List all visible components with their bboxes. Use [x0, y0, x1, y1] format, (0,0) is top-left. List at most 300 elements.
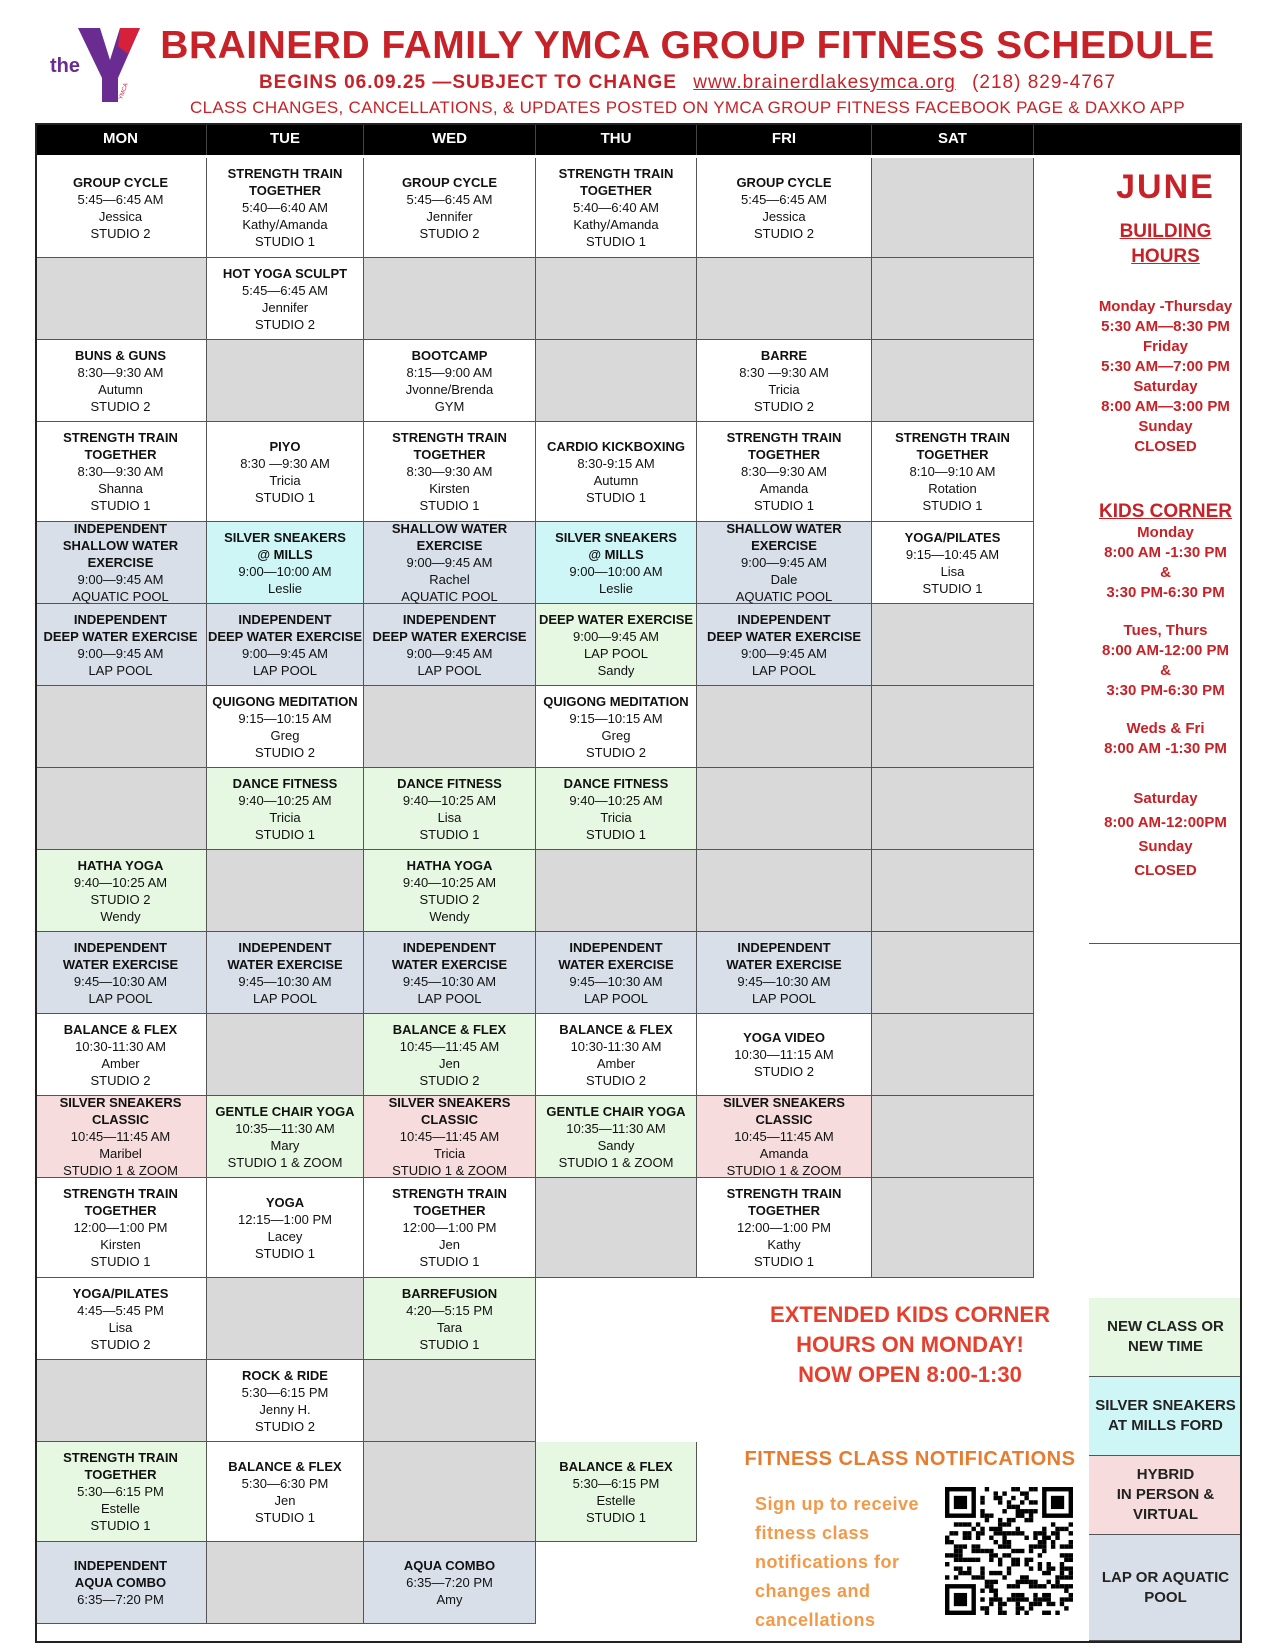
empty-cell [207, 1014, 364, 1096]
class-name: DEEP WATER EXERCISE [706, 628, 862, 644]
class-detail: STUDIO 1 [419, 1254, 480, 1269]
class-detail: 9:40—10:25 AM [569, 792, 663, 808]
empty-cell [536, 1178, 697, 1278]
class-cell [536, 686, 697, 768]
empty-cell [207, 1278, 364, 1360]
class-detail: STUDIO 1 [419, 498, 480, 513]
class-name: INDEPENDENT [569, 939, 663, 955]
kids-hours-line: Monday [1137, 524, 1194, 541]
class-detail: STUDIO 2 [586, 1072, 646, 1088]
class-detail: GYM [434, 398, 465, 414]
hours-line: Saturday [1133, 378, 1198, 395]
hours-sidebar [1089, 158, 1242, 944]
month-label: JUNE [1116, 168, 1215, 206]
class-detail: AQUATIC POOL [401, 589, 498, 604]
class-name: DANCE FITNESS [563, 775, 669, 791]
class-detail: Jenny H. [259, 1401, 311, 1417]
class-name: ROCK & RIDE [242, 1367, 328, 1383]
class-detail: 8:30-9:15 AM [577, 455, 655, 471]
legend-item [1089, 1298, 1242, 1377]
class-detail: LAP POOL [417, 990, 482, 1006]
class-cell [364, 932, 536, 1014]
class-detail: 5:30—6:15 PM [77, 1484, 164, 1499]
class-detail: Tricia [269, 809, 301, 825]
class-name: TOGETHER [748, 447, 820, 462]
class-detail: Amanda [759, 1146, 809, 1161]
class-detail: 9:45—10:30 AM [737, 973, 831, 989]
class-detail: Estelle [596, 1492, 636, 1508]
class-cell [364, 1178, 536, 1278]
class-name: BOOTCAMP [411, 347, 488, 363]
hours-line: Friday [1142, 338, 1188, 355]
class-detail: STUDIO 1 [419, 826, 480, 842]
class-detail: 5:40—6:40 AM [573, 200, 659, 215]
class-detail: STUDIO 2 [419, 891, 480, 907]
class-cell [35, 1442, 207, 1542]
class-detail: 10:35—11:30 AM [235, 1120, 335, 1136]
class-detail: 12:00—1:00 PM [73, 1220, 168, 1235]
class-name: TOGETHER [580, 183, 652, 198]
kids-hours-line: 3:30 PM-6:30 PM [1106, 682, 1225, 699]
notification-line: notifications for [755, 1552, 900, 1572]
legend-item [1089, 1456, 1242, 1535]
class-detail: STUDIO 1 [255, 234, 315, 249]
legend-label: LAP OR AQUATIC [1101, 1568, 1230, 1586]
class-detail: 10:45—11:45 AM [399, 1129, 500, 1144]
empty-cell [697, 850, 872, 932]
class-name: HATHA YOGA [77, 857, 164, 873]
empty-cell [536, 850, 697, 932]
class-detail: Lisa [108, 1319, 133, 1335]
empty-cell [364, 1442, 536, 1542]
class-detail: Jessica [98, 208, 143, 224]
class-name: SILVER SNEAKERS [224, 529, 346, 545]
legend-item [1089, 1377, 1242, 1456]
class-detail: 8:10—9:10 AM [909, 464, 996, 479]
class-detail: STUDIO 2 [90, 1072, 151, 1088]
class-cell [697, 1014, 872, 1096]
class-detail: 4:20—5:15 PM [406, 1302, 493, 1318]
class-detail: 9:15—10:15 AM [238, 710, 332, 726]
class-detail: Jessica [762, 208, 806, 224]
class-detail: 4:45—5:45 PM [77, 1302, 164, 1318]
class-detail: STUDIO 1 & ZOOM [726, 1163, 842, 1178]
class-name: TOGETHER [84, 1467, 157, 1482]
class-name: DEEP WATER EXERCISE [207, 628, 363, 644]
class-cell [536, 1442, 697, 1542]
class-name: WATER EXERCISE [726, 956, 842, 972]
class-name: TOGETHER [249, 183, 321, 198]
class-detail: Rachel [429, 572, 470, 587]
legend-label: NEW CLASS OR [1107, 1318, 1224, 1335]
logo-small-text: YMCA [118, 82, 130, 101]
class-detail: Dale [770, 572, 798, 587]
empty-cell [536, 258, 697, 340]
class-name: DANCE FITNESS [232, 775, 338, 791]
class-detail: LAP POOL [88, 990, 153, 1006]
kids-hours-line: 8:00 AM -1:30 PM [1104, 740, 1227, 757]
class-detail: STUDIO 1 [586, 1509, 646, 1525]
class-detail: STUDIO 1 [255, 1509, 315, 1525]
empty-cell [697, 768, 872, 850]
class-name: SILVER SNEAKERS CLASSIC [59, 1095, 182, 1127]
class-name: INDEPENDENT [737, 611, 831, 627]
class-detail: Wendy [429, 908, 470, 924]
class-cell [207, 522, 364, 604]
kids-corner-hours [1089, 523, 1242, 881]
class-detail: 10:45—11:45 AM [734, 1129, 834, 1144]
class-detail: STUDIO 2 [90, 1336, 151, 1352]
class-detail: Tricia [600, 809, 632, 825]
class-cell [697, 932, 872, 1014]
class-name: GENTLE CHAIR YOGA [215, 1103, 355, 1119]
class-detail: 9:00—9:45 AM [406, 645, 493, 661]
class-cell [207, 686, 364, 768]
extended-kids-corner-notice [740, 1300, 1080, 1390]
day-header-thu: THU [536, 123, 697, 155]
class-name: INDEPENDENT [402, 611, 497, 627]
class-detail: 9:00—9:45 AM [406, 555, 493, 570]
class-detail: STUDIO 2 [255, 316, 315, 332]
class-detail: STUDIO 1 & ZOOM [392, 1163, 507, 1178]
class-detail: 12:00—1:00 PM [402, 1220, 497, 1235]
class-name: GENTLE CHAIR YOGA [546, 1103, 686, 1119]
class-name: QUIGONG MEDITATION [212, 693, 358, 709]
class-detail: 8:30—9:30 AM [77, 464, 164, 479]
legend-label: POOL [1144, 1588, 1187, 1606]
schedule-subtitle [160, 72, 1215, 94]
kids-hours-line: & [1160, 662, 1171, 679]
class-name: GROUP CYCLE [72, 174, 169, 190]
class-name: @ MILLS [257, 546, 313, 562]
class-cell [364, 340, 536, 422]
empty-cell [364, 686, 536, 768]
class-cell [207, 932, 364, 1014]
class-cell [35, 522, 207, 604]
empty-cell [872, 768, 1034, 850]
class-detail: Kathy [767, 1237, 801, 1252]
class-name: INDEPENDENT [73, 1558, 168, 1573]
class-cell [207, 258, 364, 340]
class-detail: Rotation [928, 481, 977, 496]
class-cell [207, 1360, 364, 1442]
class-detail: 9:45—10:30 AM [73, 973, 168, 989]
class-cell [207, 1178, 364, 1278]
class-cell [207, 1442, 364, 1542]
class-detail: Lisa [940, 563, 965, 579]
class-name: YOGA VIDEO [743, 1030, 825, 1045]
class-detail: Shanna [98, 481, 143, 496]
class-cell [364, 158, 536, 258]
class-name: TOGETHER [413, 447, 486, 462]
hours-line: 5:30 AM—8:30 PM [1101, 318, 1230, 335]
class-detail: Kathy/Amanda [573, 217, 659, 232]
building-hours-list [1089, 297, 1242, 457]
class-cell [35, 850, 207, 932]
class-detail: Jen [274, 1492, 296, 1508]
class-detail: STUDIO 2 [754, 225, 814, 241]
class-cell [872, 422, 1034, 522]
class-detail: Jen [439, 1237, 460, 1252]
class-name: BALANCE & FLEX [559, 1021, 673, 1037]
class-cell [536, 604, 697, 686]
class-detail: 5:45—6:45 AM [741, 191, 827, 207]
class-detail: STUDIO 1 [586, 234, 646, 249]
class-detail: 6:35—7:20 PM [406, 1575, 493, 1590]
class-detail: 8:30—9:30 AM [741, 464, 827, 479]
class-name: WATER EXERCISE [391, 956, 508, 972]
class-detail: 8:30 —9:30 AM [240, 455, 330, 471]
class-name: INDEPENDENT [73, 939, 168, 955]
building-hours-title-line: HOURS [1131, 246, 1200, 267]
class-detail: Leslie [268, 580, 302, 596]
class-detail: 10:35—11:30 AM [566, 1120, 666, 1136]
class-cell [207, 768, 364, 850]
class-cell [697, 1096, 872, 1178]
class-name: STRENGTH TRAIN [227, 166, 343, 181]
kids-hours-line: 8:00 AM-12:00PM [1104, 814, 1227, 831]
class-detail: STUDIO 2 [90, 398, 151, 414]
class-detail: Tricia [433, 1146, 466, 1161]
class-name: BALANCE & FLEX [392, 1021, 507, 1037]
notification-line: changes and [755, 1581, 871, 1601]
class-name: DEEP WATER EXERCISE [372, 628, 527, 644]
extended-line: HOURS ON MONDAY! [796, 1332, 1024, 1357]
class-cell [364, 1278, 536, 1360]
class-detail: Tara [436, 1319, 463, 1335]
class-name: QUIGONG MEDITATION [543, 693, 689, 709]
kids-hours-line: 3:30 PM-6:30 PM [1106, 584, 1225, 601]
class-cell [35, 340, 207, 422]
update-notice: CLASS CHANGES, CANCELLATIONS, & UPDATES POSTED ON YMCA GROUP FITNESS FACEBOOK PAGE & DAXKO APP [190, 98, 1185, 117]
class-detail: 5:45—6:45 AM [77, 191, 164, 207]
class-detail: 9:00—10:00 AM [238, 563, 332, 579]
class-detail: STUDIO 1 & ZOOM [558, 1154, 674, 1170]
class-name: SILVER SNEAKERS CLASSIC [388, 1095, 511, 1127]
class-name: BUNS & GUNS [74, 347, 166, 363]
class-detail: Amber [101, 1055, 140, 1071]
class-cell [35, 158, 207, 258]
day-header-tue: TUE [207, 123, 364, 155]
class-name: DANCE FITNESS [397, 775, 502, 791]
class-cell [364, 850, 536, 932]
class-name: AQUA COMBO [74, 1575, 167, 1590]
class-name: INDEPENDENT [238, 611, 332, 627]
class-name: WATER EXERCISE [558, 956, 674, 972]
class-cell [364, 1542, 536, 1624]
empty-cell [364, 258, 536, 340]
notification-line: cancellations [755, 1610, 876, 1630]
class-detail: Amanda [759, 481, 809, 496]
class-detail: 9:00—9:45 AM [77, 572, 164, 587]
class-detail: STUDIO 1 & ZOOM [63, 1163, 178, 1178]
class-cell [35, 604, 207, 686]
class-cell [697, 522, 872, 604]
class-detail: LAP POOL [751, 662, 817, 678]
class-name: GROUP CYCLE [736, 174, 832, 190]
empty-cell [35, 1360, 207, 1442]
empty-cell [872, 1096, 1034, 1178]
class-detail: Tricia [269, 472, 301, 488]
class-detail: LAP POOL [88, 662, 153, 678]
kids-hours-line: Saturday [1133, 790, 1198, 807]
class-name: YOGA [265, 1194, 305, 1210]
kids-hours-line: 8:00 AM-12:00 PM [1102, 642, 1229, 659]
class-detail: STUDIO 2 [255, 1418, 315, 1434]
class-detail: STUDIO 1 [586, 489, 646, 505]
empty-cell [35, 258, 207, 340]
class-detail: Jennifer [261, 299, 309, 315]
class-cell [35, 1278, 207, 1360]
phone-number: (218) 829-4767 [972, 72, 1117, 93]
class-cell [364, 1096, 536, 1178]
class-detail: 9:40—10:25 AM [402, 874, 497, 890]
empty-cell [872, 686, 1034, 768]
class-detail: STUDIO 1 [255, 489, 315, 505]
class-name: AQUA COMBO [403, 1558, 496, 1573]
ymca-logo [48, 20, 158, 110]
empty-cell [536, 340, 697, 422]
kids-hours-line: & [1160, 564, 1171, 581]
class-name: SILVER SNEAKERS CLASSIC [723, 1095, 845, 1127]
class-cell [364, 604, 536, 686]
kids-corner-title: KIDS CORNER [1098, 501, 1232, 522]
notification-line: fitness class [755, 1523, 870, 1543]
class-name: BALANCE & FLEX [559, 1458, 673, 1474]
class-detail: STUDIO 1 & ZOOM [227, 1154, 343, 1170]
empty-cell [872, 1178, 1034, 1278]
class-detail: 9:00—9:45 AM [242, 645, 328, 661]
class-detail: STUDIO 2 [90, 891, 151, 907]
hours-line: 5:30 AM—7:00 PM [1101, 358, 1230, 375]
class-detail: 9:00—9:45 AM [741, 555, 827, 570]
kids-hours-line: Tues, Thurs [1123, 622, 1208, 639]
class-detail: LAP POOL [252, 990, 318, 1006]
class-detail: STUDIO 1 [255, 1245, 315, 1261]
class-name: STRENGTH TRAIN [63, 1450, 178, 1465]
class-cell [35, 1542, 207, 1624]
class-detail: 5:30—6:15 PM [572, 1475, 660, 1491]
class-detail: Tricia [768, 381, 800, 397]
class-detail: STUDIO 1 [754, 1254, 814, 1269]
class-detail: STUDIO 2 [255, 744, 315, 760]
class-name: BALANCE & FLEX [63, 1021, 178, 1037]
class-name: YOGA/PILATES [72, 1285, 169, 1301]
class-detail: 5:45—6:45 AM [242, 282, 328, 298]
class-detail: STUDIO 1 [922, 580, 983, 596]
empty-cell [872, 604, 1034, 686]
class-detail: Lacey [267, 1228, 303, 1244]
empty-cell [697, 258, 872, 340]
empty-cell [872, 340, 1034, 422]
class-name: TOGETHER [748, 1203, 820, 1218]
class-detail: STUDIO 1 [419, 1336, 480, 1352]
class-detail: 12:00—1:00 PM [737, 1220, 831, 1235]
class-detail: Autumn [593, 472, 639, 488]
legend-label: HYBRID [1136, 1466, 1195, 1483]
empty-cell [207, 850, 364, 932]
website-link[interactable]: www.brainerdlakesymca.org [693, 72, 956, 93]
empty-cell [872, 850, 1034, 932]
kids-hours-line: Weds & Fri [1126, 720, 1205, 737]
class-detail: 9:40—10:25 AM [238, 792, 332, 808]
class-detail: Sandy [597, 1137, 635, 1153]
class-detail: Sandy [597, 662, 635, 678]
class-detail: STUDIO 1 [754, 498, 814, 513]
class-name: INDEPENDENT [402, 939, 497, 955]
empty-cell [697, 686, 872, 768]
class-name: TOGETHER [413, 1203, 486, 1218]
class-detail: STUDIO 1 [922, 498, 983, 513]
class-cell [364, 422, 536, 522]
class-detail: 9:00—9:45 AM [573, 628, 659, 644]
class-detail: 9:00—10:00 AM [569, 563, 663, 579]
class-name: STRENGTH TRAIN [726, 430, 842, 445]
empty-cell [207, 1542, 364, 1624]
legend-label: SILVER SNEAKERS [1095, 1397, 1236, 1414]
class-detail: STUDIO 1 [90, 1518, 151, 1533]
legend-label: NEW TIME [1127, 1338, 1203, 1355]
class-detail: STUDIO 1 [90, 498, 151, 513]
extended-line: NOW OPEN 8:00-1:30 [798, 1362, 1022, 1387]
day-header-wed: WED [364, 123, 536, 155]
class-cell [697, 158, 872, 258]
class-detail: Jvonne/Brenda [405, 381, 494, 397]
empty-cell [872, 1014, 1034, 1096]
class-detail: 9:00—9:45 AM [77, 645, 164, 661]
class-name: BALANCE & FLEX [228, 1458, 342, 1474]
class-detail: Estelle [100, 1501, 141, 1516]
class-name: INDEPENDENT [737, 939, 831, 955]
class-detail: LAP POOL [417, 662, 482, 678]
class-name: BARRE [760, 347, 808, 363]
class-name: STRENGTH TRAIN [63, 430, 178, 445]
class-detail: Mary [270, 1137, 300, 1153]
day-header-sat: SAT [872, 123, 1034, 155]
class-name: WATER EXERCISE [227, 956, 343, 972]
class-detail: Jen [439, 1055, 460, 1071]
legend-label: VIRTUAL [1132, 1506, 1198, 1523]
hours-line: CLOSED [1134, 438, 1197, 455]
class-name: STRENGTH TRAIN [392, 1186, 507, 1201]
class-detail: LAP POOL [583, 645, 649, 661]
class-name: TOGETHER [916, 447, 989, 462]
notifications-text [755, 1490, 945, 1635]
class-detail: STUDIO 1 [586, 826, 646, 842]
class-detail: Kathy/Amanda [242, 217, 328, 232]
class-name: SHALLOW WATER EXERCISE [726, 521, 842, 553]
empty-cell [207, 340, 364, 422]
class-cell [207, 604, 364, 686]
class-name: INDEPENDENT [73, 611, 168, 627]
page-title: BRAINERD FAMILY YMCA GROUP FITNESS SCHEDULE [160, 24, 1215, 67]
class-detail: LAP POOL [751, 990, 817, 1006]
legend-label: AT MILLS FORD [1108, 1417, 1223, 1434]
class-cell [697, 340, 872, 422]
class-cell [536, 422, 697, 522]
class-name: DEEP WATER EXERCISE [538, 611, 694, 627]
day-header-fri: FRI [697, 123, 872, 155]
class-detail: STUDIO 2 [419, 225, 480, 241]
class-detail: Autumn [98, 381, 143, 397]
qr-code-icon[interactable] [945, 1487, 1073, 1615]
class-name: @ MILLS [588, 546, 644, 562]
class-detail: Greg [270, 727, 300, 743]
class-detail: 10:45—11:45 AM [70, 1129, 171, 1144]
kids-hours-line: 8:00 AM -1:30 PM [1104, 544, 1227, 561]
class-detail: Greg [601, 727, 631, 743]
class-name: STRENGTH TRAIN [895, 430, 1010, 445]
